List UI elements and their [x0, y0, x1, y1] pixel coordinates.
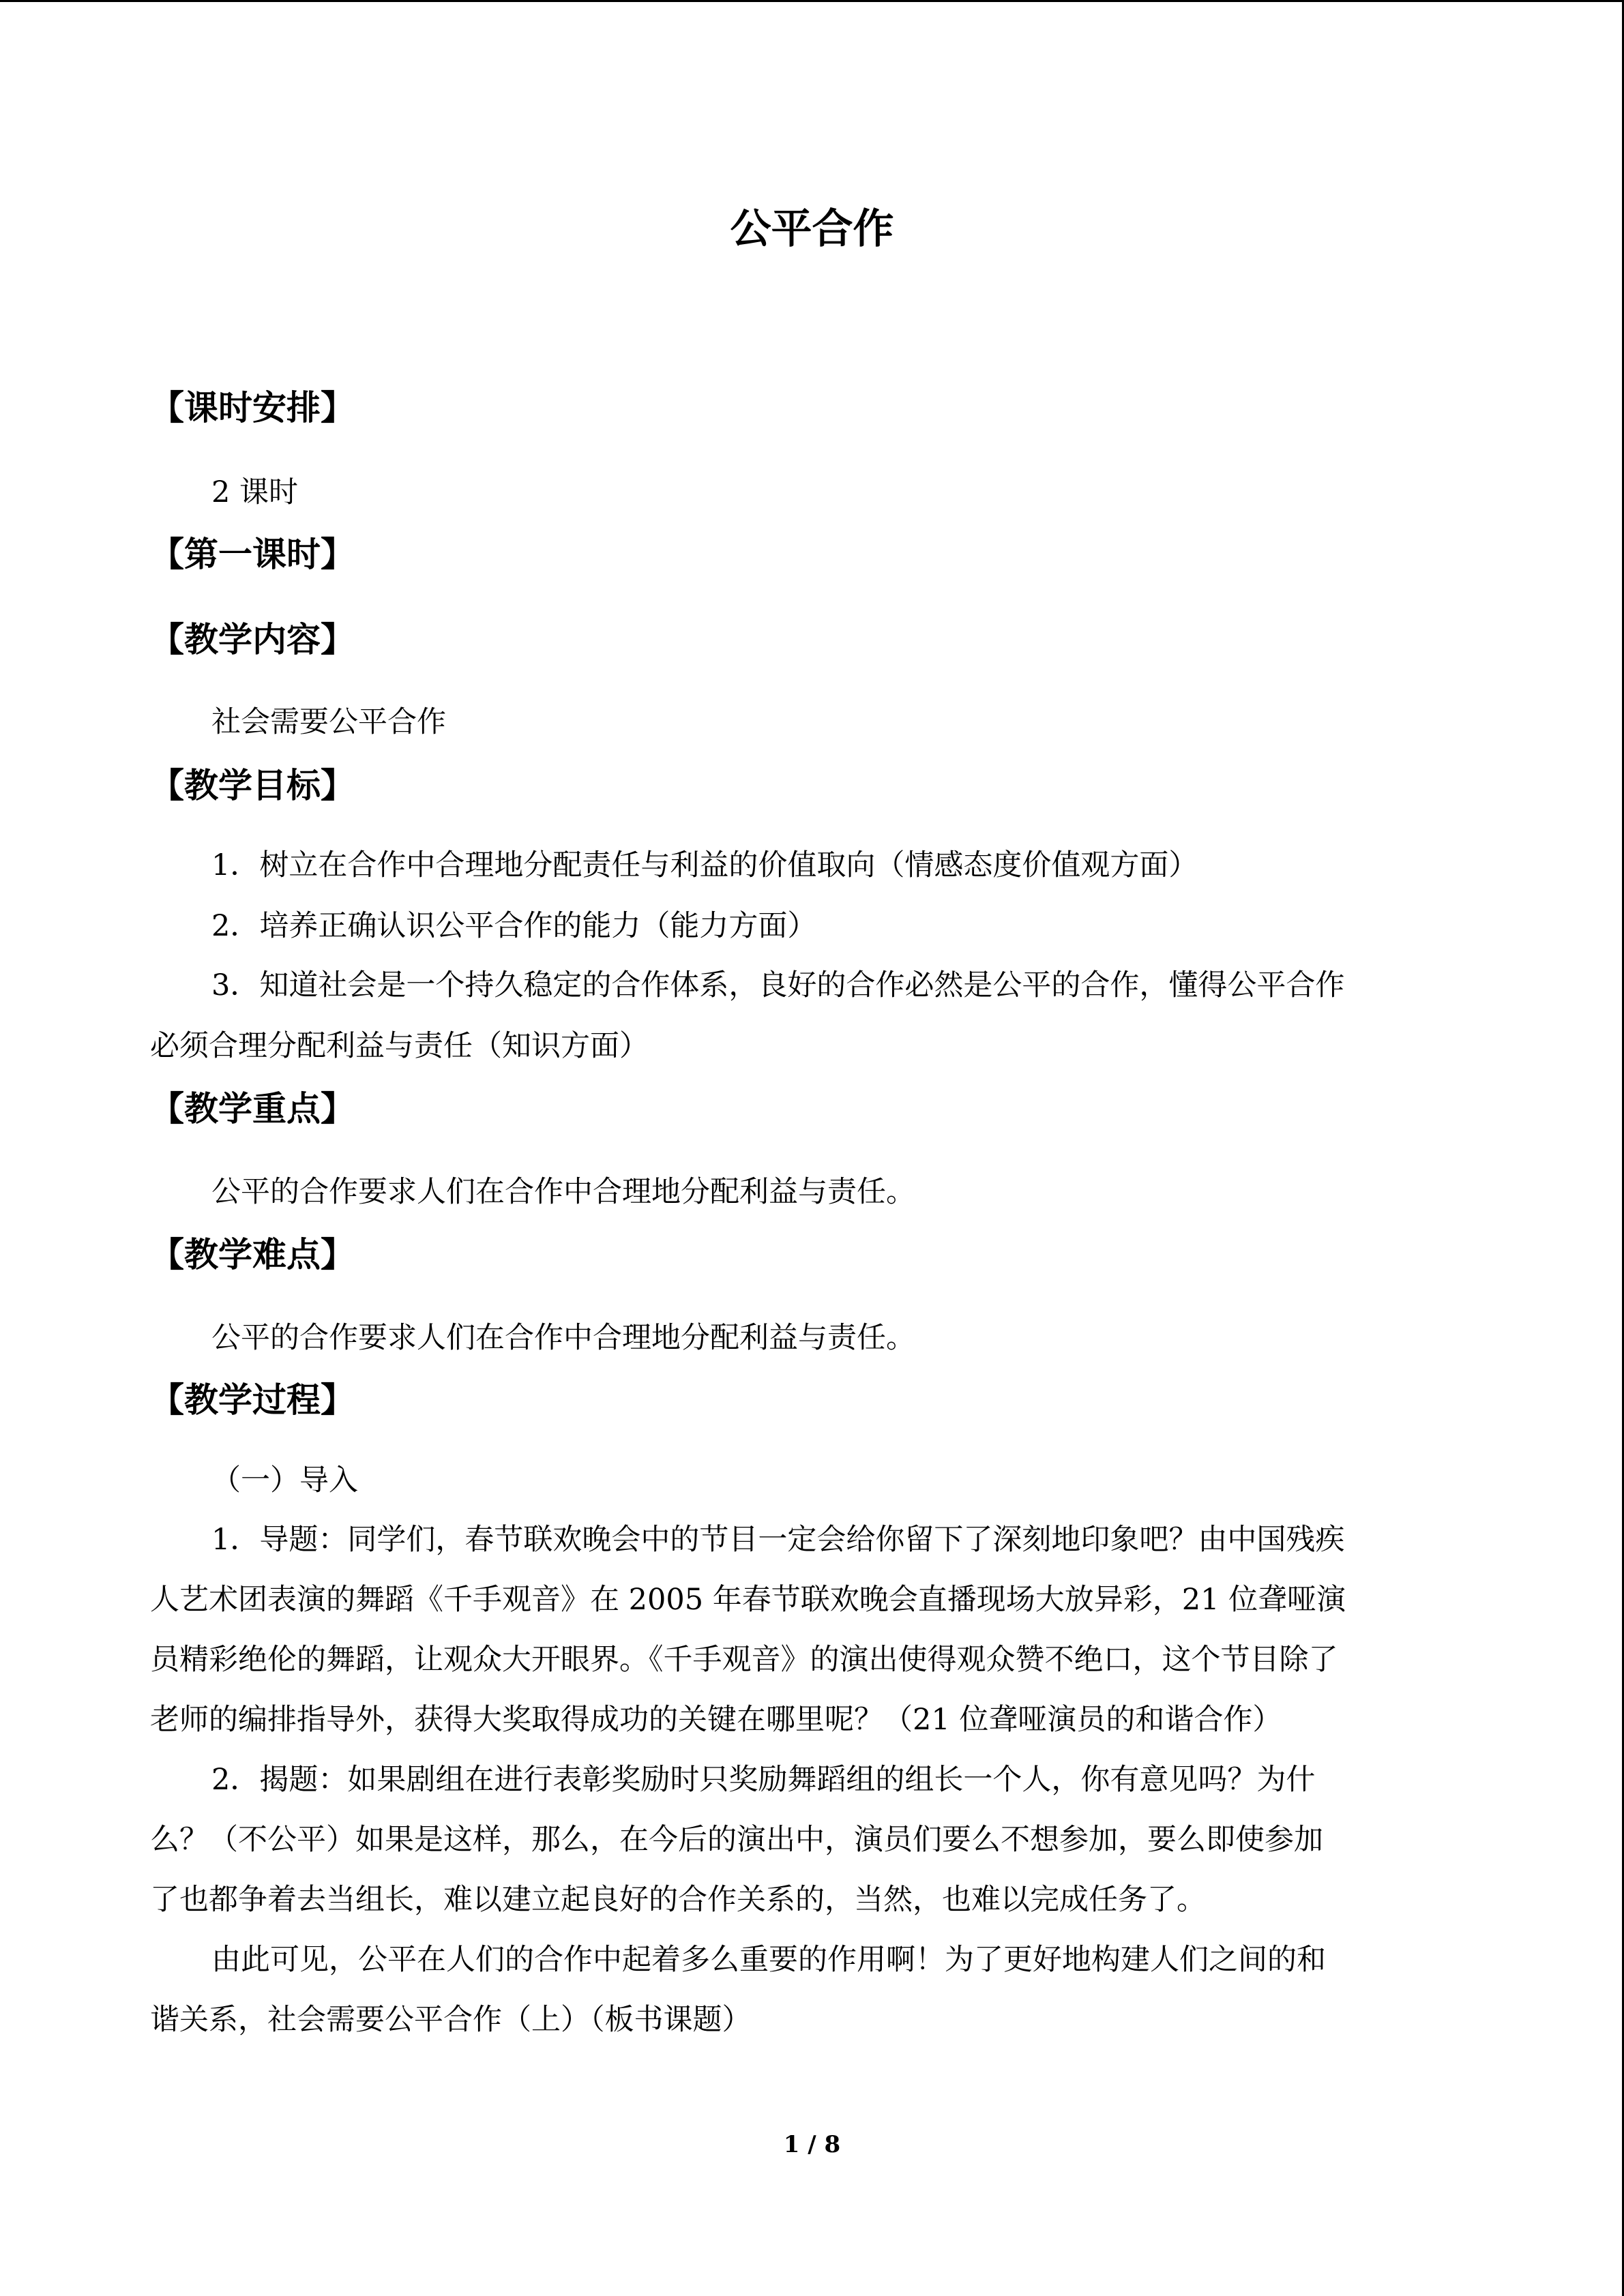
paragraph-3-line-2: 谐关系，社会需要公平合作（上）（板书课题） [150, 2003, 752, 2037]
document-title: 公平合作 [730, 205, 894, 253]
paragraph-1-line-2: 人艺术团表演的舞蹈《千手观音》在 2005 年春节联欢晚会直播现场大放异彩，21 位聋哑演 [150, 1583, 1346, 1617]
paragraph-2-line-1: 2．揭题：如果剧组在进行表彰奖励时只奖励舞蹈组的组长一个人，你有意见吗？为什 [211, 1763, 1316, 1797]
heading-lesson1: 【第一课时】 [150, 534, 355, 574]
paragraph-1-line-1: 1．导题：同学们，春节联欢晚会中的节目一定会给你留下了深刻地印象吧？由中国残疾 [211, 1523, 1345, 1557]
page-border-top [0, 0, 1624, 2]
paragraph-2-line-3: 了也都争着去当组长，难以建立起良好的合作关系的，当然，也难以完成任务了。 [150, 1883, 1206, 1917]
goal-item-3-line2: 必须合理分配利益与责任（知识方面） [150, 1029, 649, 1063]
heading-content: 【教学内容】 [150, 619, 355, 659]
heading-key-points: 【教学重点】 [150, 1088, 355, 1129]
paragraph-2-line-2: 么？（不公平）如果是这样，那么，在今后的演出中，演员们要么不想参加，要么即使参加 [150, 1823, 1323, 1857]
goal-item-2: 2．培养正确认识公平合作的能力（能力方面） [211, 909, 817, 943]
heading-schedule: 【课时安排】 [150, 387, 355, 428]
goal-item-1: 1．树立在合作中合理地分配责任与利益的价值取向（情感态度价值观方面） [211, 848, 1198, 882]
key-points-text: 公平的合作要求人们在合作中合理地分配利益与责任。 [211, 1175, 915, 1209]
intro-label: （一）导入 [211, 1463, 358, 1497]
schedule-text: 2 课时 [211, 475, 299, 509]
heading-goals: 【教学目标】 [150, 765, 355, 805]
goal-item-3-line1: 3．知道社会是一个持久稳定的合作体系，良好的合作必然是公平的合作，懂得公平合作 [211, 968, 1345, 1002]
difficulties-text: 公平的合作要求人们在合作中合理地分配利益与责任。 [211, 1321, 915, 1355]
paragraph-3-line-1: 由此可见，公平在人们的合作中起着多么重要的作用啊！为了更好地构建人们之间的和 [211, 1943, 1326, 1977]
paragraph-1-line-3: 员精彩绝伦的舞蹈，让观众大开眼界。《千手观音》的演出使得观众赞不绝口，这个节目除了 [150, 1643, 1338, 1677]
heading-process: 【教学过程】 [150, 1380, 355, 1420]
page-number: 1 / 8 [783, 2131, 841, 2158]
heading-difficulties: 【教学难点】 [150, 1234, 355, 1274]
content-text: 社会需要公平合作 [211, 705, 446, 739]
paragraph-1-line-4: 老师的编排指导外，获得大奖取得成功的关键在哪里呢？（21 位聋哑演员的和谐合作） [150, 1703, 1282, 1737]
